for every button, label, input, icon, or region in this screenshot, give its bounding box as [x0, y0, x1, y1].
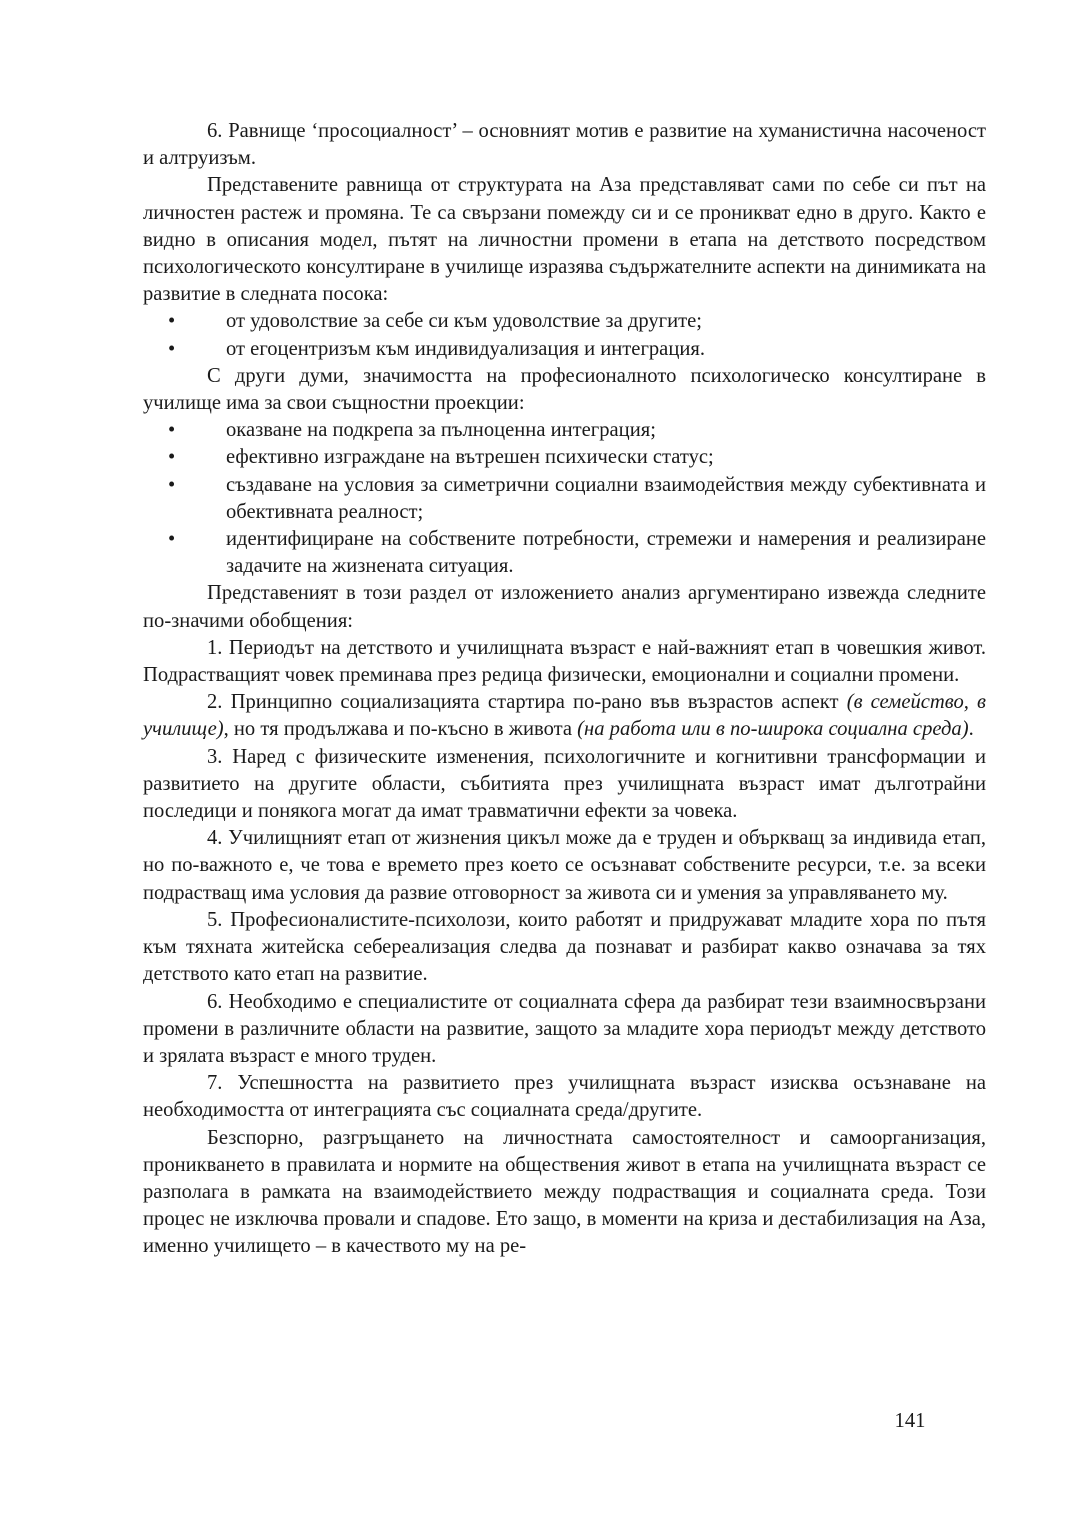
conclusion-4: 4. Училищният етап от жизнения цикъл може да е труден и объркващ за индивида етап, но по-важното е, че това е времето през което се осъзнават собствените ресурси, т.е. за всеки подрастващ има условия да развие отговорност за живота си и умения за управляването му. [143, 827, 986, 904]
bullet-marker: • [168, 337, 176, 360]
paragraph-conclusions-intro: Представеният в този раздел от изложението анализ аргументирано извежда следните по-значими обобщения: [143, 582, 986, 632]
paragraph-self-levels: Представените равнища от структурата на Аза представляват сами по себе си път на личностен растеж и промяна. Те са свързани помежду си и се проникват едно в друго. Както е видно в описания модел, пътят на личностни промени в етапа на детството посредством психологическото консултиране в училище изразява съдържателните аспекти на динимиката на развитие в следната посока: [143, 174, 986, 306]
list-item: • идентифициране на собствените потребности, стремежи и намерения и реализиране задачите на жизнената ситуация. [168, 528, 986, 578]
bullet-marker: • [168, 528, 176, 551]
list-item: • от удоволствие за себе си към удоволствие за другите; [143, 308, 986, 335]
list-item: • оказване на подкрепа за пълноценна интеграция; [143, 417, 986, 444]
list-item: • ефективно изграждане на вътрешен психически статус; [143, 444, 986, 471]
conclusion-6: 6. Необходимо е специалистите от социалната сфера да разбират тези взаимносвързани промени в различните области на развитие, защото за младите хора периодът между детството и зрялата възраст е много труден. [143, 990, 986, 1067]
conclusion-7: 7. Успешността на развитието през училищната възраст изисква осъзнаване на необходимостта от интеграцията със социалната среда/другите. [143, 1072, 986, 1122]
conclusion-5: 5. Професионалистите-психолози, които работят и придружават младите хора по пътя към тяхната житейска себереализация следва да познават и разбират какво означава за тях детството като етап на развитие. [143, 908, 986, 986]
paragraph-projections: С други думи, значимостта на професионалното психологическо консултиране в училище има за свои същностни проекции: [143, 364, 986, 415]
page-body [143, 118, 986, 1261]
bullet-list-projections [143, 417, 986, 580]
bullet-list-directions [143, 308, 986, 362]
conclusion-2: 2. Принципно социализацията стартира по-рано във възрастов аспект (в семейство, в училище), но тя продължава и по-късно в живота (на работа или в по-широка социална среда). [143, 691, 986, 741]
conclusion-1: 1. Периодът на детството и училищната възраст е най-важният етап в човешкия живот. Подрастващият човек преминава през редица физически, емоционални и социални промени. [143, 636, 986, 687]
paragraph-closing: Безспорно, разгръщането на личностната самостоятелност и самоорганизация, проникването в правилата и нормите на обществения живот в етапа на училищната възраст се разполага в рамката на взаимодействието между подрастващия и социалната среда. Този процес не изключва провали и спадове. Ето защо, в моменти на криза и дестабилизация на Аза, именно училището – в качеството му на ре- [143, 1126, 986, 1258]
list-item: • създаване на условия за симетрични социални взаимодействия между субективната и обективната реалност; [168, 473, 986, 523]
page-number: 141 [894, 1410, 926, 1432]
conclusion-3: 3. Наред с физическите изменения, психологичните и когнитивни трансформации и развитието на другите области, събитията през училищната възраст имат дълготрайни последици и понякога могат да имат травматични ефекти за човека. [143, 745, 986, 823]
bullet-marker: • [168, 419, 176, 442]
list-item: • от егоцентризъм към индивидуализация и интеграция. [143, 336, 986, 363]
bullet-marker: • [168, 446, 176, 469]
paragraph-prosocial-level: 6. Равнище ‘просоциалност’ – основният мотив е развитие на хуманистична насоченост и алтруизъм. [143, 120, 986, 170]
bullet-marker: • [168, 310, 176, 333]
bullet-marker: • [168, 473, 176, 496]
